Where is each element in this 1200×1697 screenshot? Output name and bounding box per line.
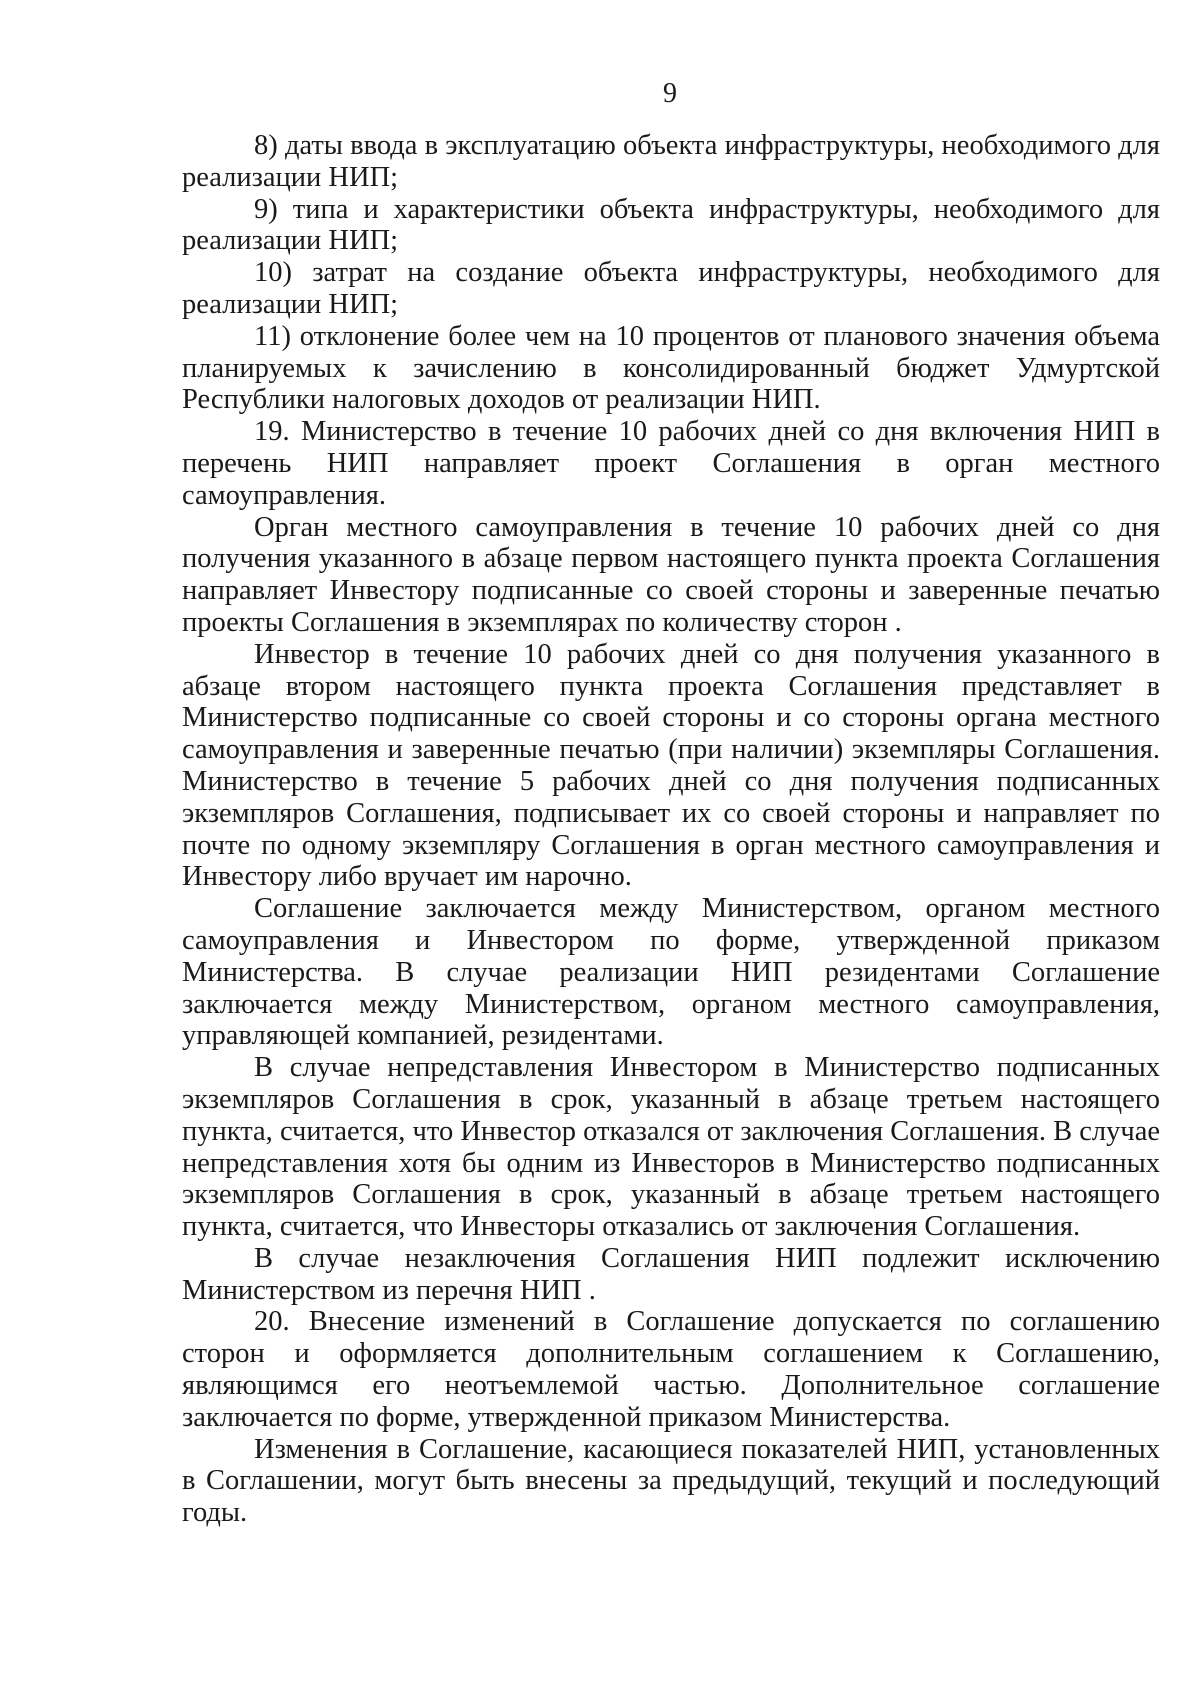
paragraph-clause-19: 19. Министерство в течение 10 рабочих дней со дня включения НИП в перечень НИП направляет проект Соглашения в орган местного самоуправления. [182, 416, 1160, 511]
paragraph-clause-19-investor: Инвестор в течение 10 рабочих дней со дня получения указанного в абзаце втором настоящего пункта проекта Соглашения представляет в Министерство подписанные со своей стороны и со стороны органа местного самоуправления и заверенные печатью (при наличии) экземпляры Соглашения. Министерство в течение 5 рабочих дней со дня получения подписанных экземпляров Соглашения, подписывает их со своей стороны и направляет по почте по одному экземпляру Соглашения в орган местного самоуправления и Инвестору либо вручает им нарочно. [182, 638, 1160, 893]
paragraph-clause-19-non-submission: В случае непредставления Инвестором в Министерство подписанных экземпляров Соглашения в срок, указанный в абзаце третьем настоящего пункта, считается, что Инвестор отказался от заключения Соглашения. В случае непредставления хотя бы одним из Инвесторов в Министерство подписанных экземпляров Соглашения в срок, указанный в абзаце третьем настоящего пункта, считается, что Инвесторы отказались от заключения Соглашения. [182, 1052, 1160, 1243]
paragraph-clause-20: 20. Внесение изменений в Соглашение допускается по соглашению сторон и оформляется дополнительным соглашением к Соглашению, являющимся его неотъемлемой частью. Дополнительное соглашение заключается по форме, утвержденной приказом Министерства. [182, 1306, 1160, 1433]
paragraph-clause-19-local-authority: Орган местного самоуправления в течение 10 рабочих дней со дня получения указанного в абзаце первом настоящего пункта проекта Соглашения направляет Инвестору подписанные со своей стороны и заверенные печатью проекты Соглашения в экземплярах по количеству сторон . [182, 511, 1160, 638]
page-number: 9 [663, 78, 677, 109]
paragraph-item-8: 8) даты ввода в эксплуатацию объекта инфраструктуры, необходимого для реализации НИП; [182, 130, 1160, 193]
paragraph-clause-19-agreement: Соглашение заключается между Министерством, органом местного самоуправления и Инвестором по форме, утвержденной приказом Министерства. В случае реализации НИП резидентами Соглашение заключается между Министерством, органом местного самоуправления, управляющей компанией, резидентами. [182, 893, 1160, 1052]
paragraph-item-10: 10) затрат на создание объекта инфраструктуры, необходимого для реализации НИП; [182, 257, 1160, 320]
paragraph-item-9: 9) типа и характеристики объекта инфраструктуры, необходимого для реализации НИП; [182, 193, 1160, 257]
paragraph-clause-19-exclusion: В случае незаключения Соглашения НИП подлежит исключению Министерством из перечня НИП . [182, 1242, 1160, 1306]
paragraph-clause-20-changes: Изменения в Соглашение, касающиеся показателей НИП, установленных в Соглашении, могут быть внесены за предыдущий, текущий и последующий годы. [182, 1433, 1160, 1529]
document-body [182, 130, 1160, 1529]
paragraph-item-11: 11) отклонение более чем на 10 процентов от планового значения объема планируемых к зачислению в консолидированный бюджет Удмуртской Республики налоговых доходов от реализации НИП. [182, 320, 1160, 416]
